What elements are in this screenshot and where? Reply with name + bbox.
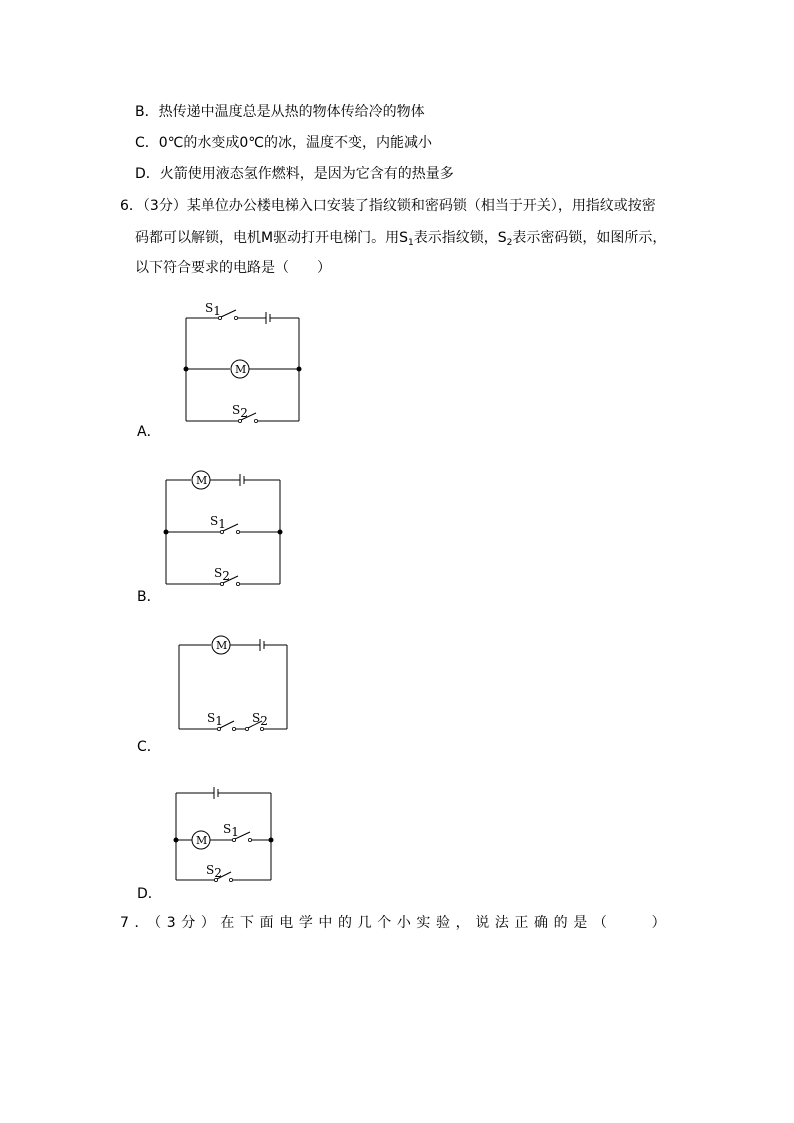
c-s1-label: S1 — [207, 711, 223, 728]
option-d[interactable]: D． — [137, 886, 162, 902]
circuit-d — [170, 782, 280, 887]
circuit-a — [180, 290, 310, 430]
a-s1-label: S1 — [205, 301, 221, 318]
svg-text:M: M — [196, 834, 208, 847]
q6-line2: 码都可以解锁，电机M驱动打开电梯门。用$S_1$表示指纹锁，$S_2$表示密码锁，如图所示， — [135, 230, 667, 248]
b-s2-label: S2 — [214, 566, 230, 583]
circuit-c — [173, 632, 298, 737]
svg-text:M: M — [235, 363, 247, 376]
svg-text:M: M — [196, 474, 208, 487]
option-a[interactable]: A． — [137, 424, 161, 440]
d-s1-label: S1 — [223, 822, 239, 839]
a-s2-label: S2 — [232, 403, 248, 420]
option-c[interactable]: C． — [137, 739, 161, 755]
option-b-prev: B．热传递中温度总是从热的物体传给冷的物体 — [135, 104, 425, 120]
svg-text:M: M — [216, 639, 228, 652]
option-d-prev: D．火箭使用液态氢作燃料，是因为它含有的热量多 — [135, 166, 454, 182]
circuit-b — [160, 468, 290, 593]
b-s1-label: S1 — [210, 514, 226, 531]
q7-text: 7．（3分）在下面电学中的几个小实验，说法正确的是（ ） — [120, 915, 672, 931]
q6-line1: 6．（3分）某单位办公楼电梯入口安装了指纹锁和密码锁（相当于开关），用指纹或按密 — [120, 198, 656, 214]
q6-line3: 以下符合要求的电路是（ ） — [135, 260, 331, 276]
d-s2-label: S2 — [206, 863, 222, 880]
option-c-prev: C．0℃的水变成0℃的冰，温度不变，内能减小 — [135, 135, 433, 151]
c-s2-label: S2 — [252, 711, 268, 728]
option-b[interactable]: B． — [137, 589, 161, 605]
